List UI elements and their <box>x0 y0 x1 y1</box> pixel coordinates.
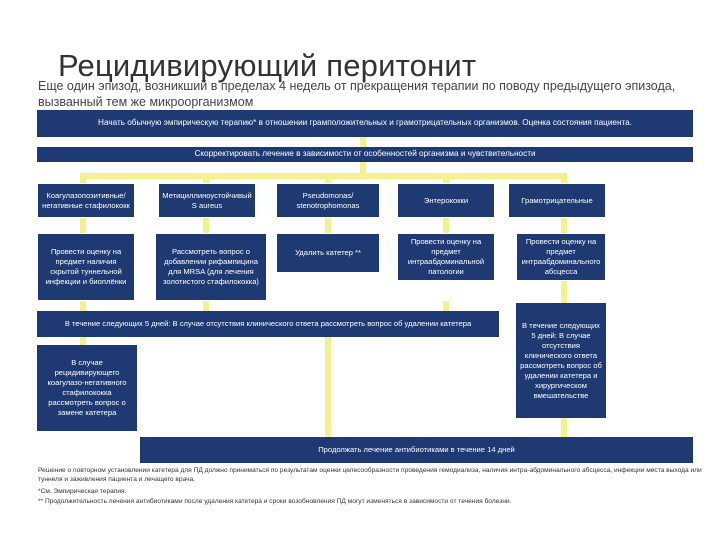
relapse-coag-negative-box: В случае рецидивирующего коагулазо-негативного стафилококка рассмотреть вопрос о замене катетера <box>37 345 137 431</box>
connector-next5-relapse <box>80 337 86 345</box>
next-five-days-box: В течение следующих 5 дней: В случае отсутствия клинического ответа рассмотреть вопрос об удалении катетера <box>37 311 499 337</box>
connector-action4-next5 <box>443 301 449 311</box>
connector-horizontal <box>80 173 567 179</box>
action-box-tunnel-infection: Провести оценку на предмет наличия скрытой туннельной инфекции и биоплёнки <box>37 233 135 301</box>
connector-right5-continue <box>561 418 567 438</box>
action-box-remove-catheter: Удалить катетер ** <box>276 233 380 273</box>
connector-org-5 <box>561 173 567 183</box>
page-title: Рецидивирующий перитонит <box>58 48 477 83</box>
adjust-treatment-box: Скорректировать лечение в зависимости от особенностей организма и чувствительности <box>37 147 693 162</box>
connector-action-4 <box>443 218 449 233</box>
connector-action-2 <box>203 218 209 233</box>
connector-org-2 <box>203 173 209 183</box>
page-subtitle: Еще один эпизод, возникший в пределах 4 недель от прекращения терапии по поводу предыдущего эпизода, вызванный тем же микроорганизмом <box>38 79 676 109</box>
connector-action2-next5 <box>203 301 209 311</box>
connector-next5-continue <box>325 337 331 437</box>
organism-box-mrsa: Метициллиноустойчивый S aureus <box>158 183 256 218</box>
footnote-empiric: *См. Эмпирическая терапия. <box>38 488 127 495</box>
footnote-duration: ** Продолжительность лечения антибиотиками после удаления катетера и сроки возобновления ПД могут изменяться в зависимости от течения болезни. <box>38 498 512 505</box>
action-box-intraabdominal-abscess: Провести оценку на предмет интраабдоминального абсцесса <box>516 233 606 281</box>
connector-action-5 <box>561 218 567 233</box>
connector-org-3 <box>325 173 331 183</box>
connector-action5-right5 <box>561 281 567 303</box>
organism-box-enterococci: Энтерококки <box>397 183 495 218</box>
action-box-rifampicin: Рассмотреть вопрос о добавлении рифампицина для MRSA (для лечения золотистого стафилококка) <box>155 233 267 301</box>
continue-antibiotics-box: Продолжать лечение антибиотиками в течение 14 дней <box>140 437 693 463</box>
connector-action1-next5 <box>80 301 86 311</box>
organism-box-gram-negative: Грамотрицательные <box>508 183 606 218</box>
action-box-intraabdominal-pathology: Провести оценку на предмет интраабдоминальной патологии <box>397 233 495 281</box>
next-five-days-surgery-box: В течение следующих 5 дней: В случае отсутствия клинического ответа рассмотреть вопрос об удалении катетера и хирургическом вмешательстве <box>516 303 606 418</box>
connector-action-3 <box>325 218 331 233</box>
connector-org-1 <box>80 173 86 183</box>
connector-action-1 <box>80 218 86 233</box>
organism-box-pseudomonas: Pseudomonas/ stenotrophomonas <box>276 183 380 218</box>
empiric-therapy-box: Начать обычную эмпирическую терапию* в отношении грамположительных и грамотрицательных организмов. Оценка состояния пациента. <box>37 110 693 137</box>
organism-box-coag-staph: Коагулазопозитивные/негативные стафилококк <box>37 183 135 218</box>
connector-org-4 <box>443 173 449 183</box>
connector-top-adjust <box>360 137 366 147</box>
footnote-reinsertion: Решение о повторном установлении катетера для ПД должно приниматься по результатам оценки целесообразности проведения гемодиализа, наличия интра-абдоминального абсцесса, инфекции места выхода или туннеля и заживления пациента и лечащего врача. <box>38 467 702 483</box>
